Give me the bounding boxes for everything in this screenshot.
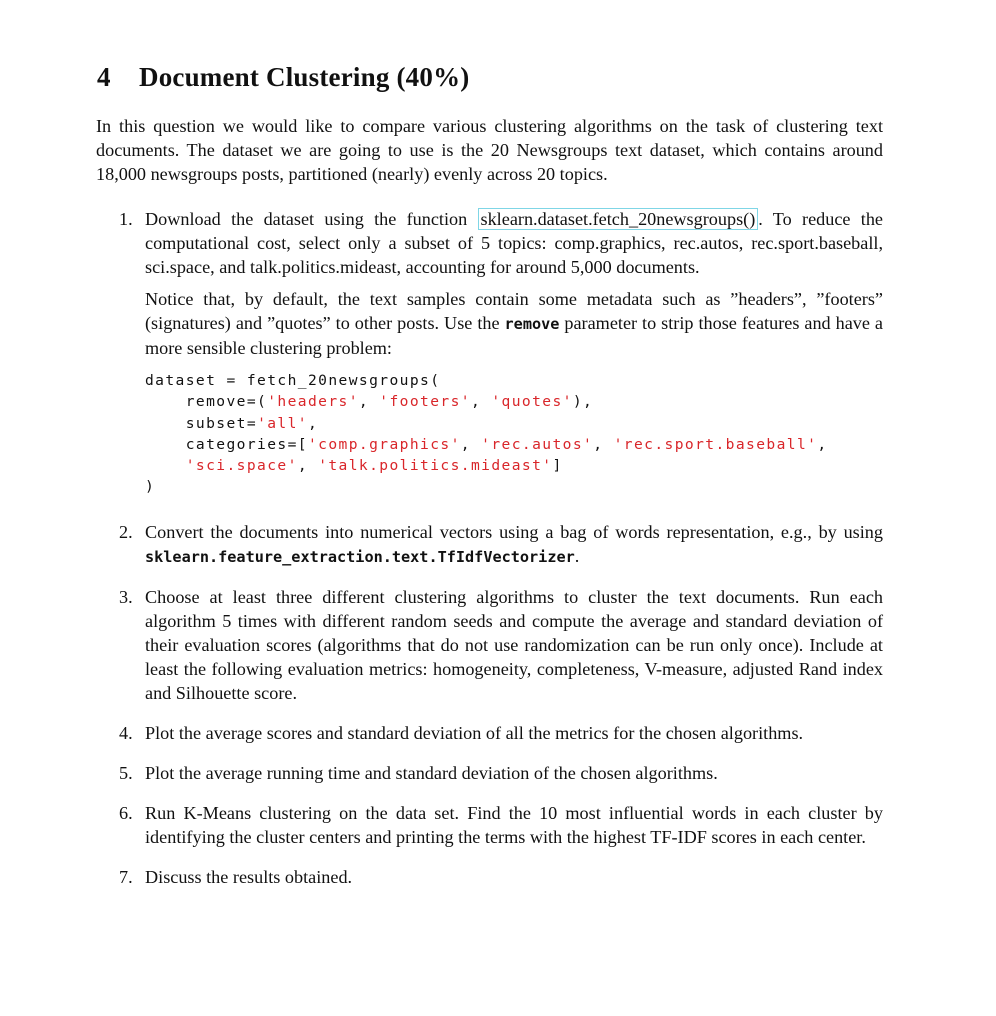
item-number: 1. xyxy=(119,209,133,229)
item-number: 3. xyxy=(119,586,133,607)
section-number: 4 xyxy=(97,62,111,92)
list-item xyxy=(96,865,883,889)
list-item xyxy=(96,520,883,569)
inline-code: remove xyxy=(504,315,560,333)
item-text: Convert the documents into numerical vectors using a bag of words representation, e.g., by using sklearn.feature_extraction.text.TfIdfVectorizer. xyxy=(145,521,883,566)
item-number: 5. xyxy=(119,762,133,783)
list-item xyxy=(96,207,883,498)
intro-paragraph: In this question we would like to compare various clustering algorithms on the task of clustering text documents. The dataset we are going to use is the 20 Newsgroups text dataset, which contains around 18,000 newsgroups posts, partitioned (nearly) evenly across 20 topics. xyxy=(96,116,883,184)
section-title: Document Clustering (40%) xyxy=(139,62,470,92)
item-note: Notice that, by default, the text samples contain some metadata such as ”headers”, ”footers” (signatures) and ”quotes” to other posts. Use the remove parameter to strip those features and have a more sensible clustering problem: xyxy=(145,289,883,358)
task-list xyxy=(96,207,883,889)
list-item xyxy=(96,761,883,785)
item-number: 4. xyxy=(119,722,133,743)
inline-code: sklearn.feature_extraction.text.TfIdfVectorizer xyxy=(145,547,575,566)
item-number: 6. xyxy=(119,802,133,823)
item-text: Discuss the results obtained. xyxy=(145,866,353,887)
item-number: 2. xyxy=(119,521,133,542)
item-number: 7. xyxy=(119,866,133,887)
item-text: Plot the average scores and standard deviation of all the metrics for the chosen algorithms. xyxy=(145,722,804,743)
section-heading xyxy=(97,62,469,93)
code-block: dataset = fetch_20newsgroups( remove=('headers', 'footers', 'quotes'), subset='all', categories=['comp.graphics', 'rec.autos', 'rec.sport.baseball', 'sci.space', 'talk.politics.mideast'] ) xyxy=(145,372,828,496)
item-text: Choose at least three different clustering algorithms to cluster the text documents. Run each algorithm 5 times with different random seeds and compute the average and standard deviation of their evaluation scores (algorithms that do not use randomization can be run only once). Include at least the following evaluation metrics: homogeneity, completeness, V-measure, adjusted Rand index and Silhouette score. xyxy=(145,586,883,703)
list-item xyxy=(96,721,883,745)
list-item xyxy=(96,801,883,849)
list-item xyxy=(96,585,883,705)
function-link[interactable]: sklearn.dataset.fetch_20newsgroups() xyxy=(478,208,759,230)
item-text: Download the dataset using the function sklearn.dataset.fetch_20newsgroups() . To reduce the computational cost, select only a subset of 5 topics: comp.graphics, rec.autos, rec.sport.baseball, sci.space, and talk.politics.mideast, accounting for around 5,000 documents. xyxy=(145,209,883,277)
item-text: Plot the average running time and standard deviation of the chosen algorithms. xyxy=(145,762,718,783)
item-text: Run K-Means clustering on the data set. Find the 10 most influential words in each cluster by identifying the cluster centers and printing the terms with the highest TF-IDF scores in each center. xyxy=(145,802,883,847)
